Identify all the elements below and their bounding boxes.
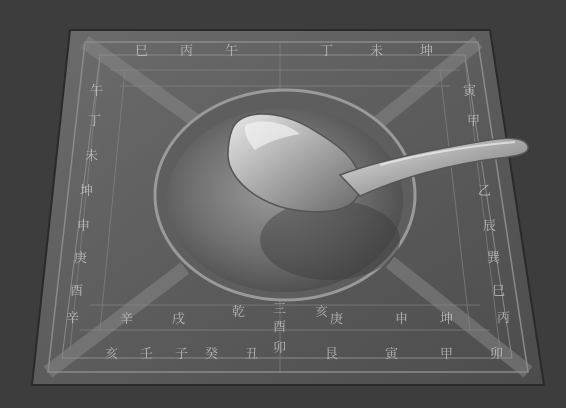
right-glyph: 寅 <box>463 84 477 99</box>
left-glyph: 丁 <box>88 114 102 129</box>
bottom-inner-glyph: 申 <box>395 312 409 327</box>
left-glyph: 未 <box>85 149 99 164</box>
bottom-inner-glyph: 庚 <box>330 312 344 327</box>
bottom-glyph: 卯 <box>490 347 504 362</box>
top-glyph: 午 <box>225 44 239 59</box>
bottom-inner-glyph: 坤 <box>440 312 454 327</box>
right-glyph: 辰 <box>483 219 497 234</box>
right-glyph: 甲 <box>467 114 481 129</box>
bottom-glyph: 艮 <box>325 347 339 362</box>
top-glyph: 巳 <box>135 44 149 59</box>
bottom-inner-glyph: 辛 <box>120 312 134 327</box>
top-glyph: 丙 <box>180 44 194 59</box>
bowl-shadow <box>260 200 400 280</box>
left-glyph: 申 <box>77 219 91 234</box>
bottom-glyph: 丑 <box>245 347 259 362</box>
bottom-glyph: 寅 <box>385 347 399 362</box>
bottom-glyph: 甲 <box>440 347 454 362</box>
top-glyph: 丁 <box>320 44 334 59</box>
left-glyph: 酉 <box>70 284 84 299</box>
bottom-glyph: 癸 <box>205 347 219 362</box>
right-glyph: 巽 <box>487 251 501 266</box>
left-glyph: 辛 <box>66 311 80 326</box>
left-glyph: 庚 <box>74 251 88 266</box>
left-glyph: 午 <box>90 84 104 99</box>
bottom-inner-glyph: 亥 <box>315 305 329 320</box>
bottom-glyph: 亥 <box>105 347 119 362</box>
right-glyph: 乙 <box>478 184 492 199</box>
center-bottom-inscriptions <box>273 302 286 356</box>
center-glyph: 酉 <box>273 320 287 335</box>
top-glyph: 坤 <box>420 44 434 59</box>
top-glyph: 未 <box>370 44 384 59</box>
right-glyph: 巳 <box>492 284 506 299</box>
bottom-glyph: 子 <box>175 347 189 362</box>
right-glyph: 丙 <box>497 311 511 326</box>
bottom-inner-glyph: 乾 <box>232 305 246 320</box>
bottom-glyph: 壬 <box>140 347 154 362</box>
left-glyph: 坤 <box>80 184 94 199</box>
center-glyph: 三 <box>273 302 287 317</box>
bottom-inner-glyph: 戌 <box>172 312 186 327</box>
center-glyph: 卯 <box>273 341 287 356</box>
